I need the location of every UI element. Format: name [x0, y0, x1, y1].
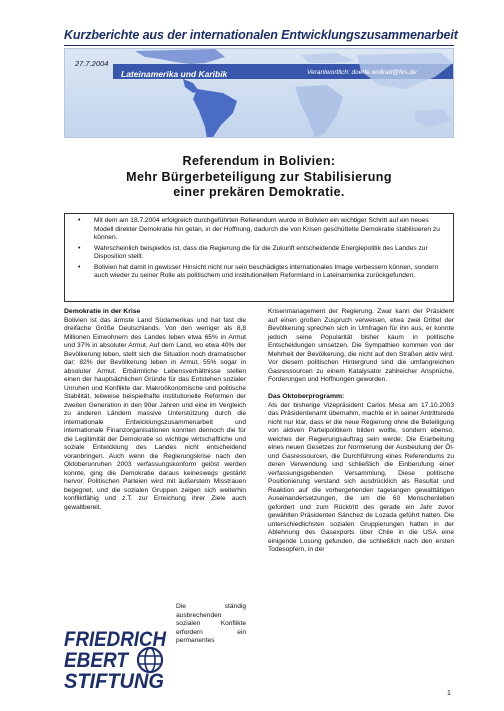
world-map-graphic: [65, 49, 454, 138]
africa-shape: [295, 85, 343, 137]
fes-logo: [64, 624, 168, 694]
section-heading-october-program: Das Oktoberprogramm:: [268, 393, 345, 400]
summary-box: [64, 213, 454, 302]
summary-list: [71, 217, 447, 281]
contact-line: Verantwortlich: doerte.wollrad@fes.de: [307, 69, 417, 76]
left-column: [64, 308, 246, 512]
summary-item: • Wahrscheinlich beispiellos ist, dass die Regierung die für die Zukunft entscheidende Energiepolitik des Landes zur Disposition stellt.: [78, 244, 428, 261]
left-column-text: Bolivien ist das ärmste Land Südamerikas und hat fast die dreifache Größe Deutschlands. Von den weniger als 8,8 Millionen Einwohnern des Landes leben etwa 65% in Armut und 37% in absoluter Armut. Auf dem Land, wo etwa 40% der Bevölkerung leben, stellt sich die Situation noch dramatischer dar: 82% der Bevölkerung leben in Armut, 55% sogar in absoluter Armut. Erbärmliche Lebensverhältnisse stellen einen der hauptsächlichen Gründe für das Entstehen sozialer Unruhen und Konflikte dar. Makroökonomische und politische Stabilität, teilweise beispielhafte institutionelle Reformen der zweiten Generation in den 90er Jahren und eine im Vergleich zu anderen Ländern massive Unterstützung durch die internationale Entwicklungszusammenarbeit und internationale Finanzorganisationen konnten dennoch die für die Legitimität der Demokratie so wichtige wirtschaftliche und soziale Entwicklung des Landes nicht entscheidend voranbringen. Auch wenn die Regierungskrise nach den Oktoberunruhen 2003 verfassungskonform gelöst werden konnte, ging die Demokratie daraus keineswegs gestärkt hervor. Politischen Parteien wird mit äußerstem Misstrauen begegnet, und die sozialen Gruppen zeigen sich weiterhin konfliktfähig und z.T. zur Erreichung ihrer Ziele auch gewaltbereit.: [64, 316, 246, 511]
region-label: Lateinamerika und Karibik: [121, 69, 228, 79]
title-line-1: Referendum in Bolivien:: [182, 154, 336, 168]
logo-line-2: EBERT: [64, 649, 130, 672]
title-line-3: einer prekären Demokratie.: [173, 185, 345, 199]
series-title: Kurzberichte aus der internationalen Entwicklungszusammenarbeit: [64, 28, 458, 42]
logo-line-1: FRIEDRICH: [64, 628, 167, 651]
report-date: 27.7.2004: [75, 59, 109, 68]
bullet-icon: •: [78, 244, 81, 252]
right-column-intro: Krisenmanagement der Regierung. Zwar kann der Präsident auf einen großen Zuspruch verweisen, etwa zwei Drittel der Bevölkerung sprechen sich in Umfragen für ihn aus, er konnte jedoch seine Popularität bisher kaum in politische Entscheidungen umsetzen. Die Sympathien kommen von der Mehrheit der Bevölkerung, die nicht auf den Straßen aktiv wird. Vor diesem politischen Hintergrund sind die umfangreichen Gasressourcen zu einem Katalysator zahlreicher Ansprüche, Forderungen und Hoffnungen geworden.: [268, 308, 454, 383]
summary-item: • Mit dem am 18.7.2004 erfolgreich durchgeführten Referendum wurde in Bolivien ein wichtiger Schritt auf ein neues Modell direkter Demokratie hin getan, in der Hoffnung, dadurch die von Krisen geschüttelte Demokratie stabilisieren zu können.: [78, 217, 440, 242]
title-line-2: Mehr Bürgerbeteiligung zur Stabilisierung: [126, 169, 392, 184]
europe-shape: [301, 53, 355, 63]
header-banner: [64, 48, 454, 138]
right-column: [268, 308, 454, 555]
left-column-continuation: Die ständig ausbrechenden sozialen Konflikte erfordern ein permanentes: [176, 603, 246, 644]
north-america-shape: [135, 49, 225, 64]
bullet-icon: •: [78, 263, 81, 271]
page-number: 1: [447, 690, 451, 697]
australia-shape: [415, 109, 451, 127]
section-heading-crisis: Demokratie in der Krise: [64, 308, 141, 315]
main-title: [64, 154, 454, 201]
logo-line-3: STIFTUNG: [64, 670, 164, 693]
title-rule: [64, 45, 454, 46]
south-america-shape: [193, 89, 237, 138]
summary-item: • Bolivien hat damit in gewisser Hinsicht nicht nur sein beschädigtes internationales Image verbessern können, sondern auch wieder zu seiner Rolle als politischem und institutionellem Reformland in Lateinamerika zurückgefunden.: [78, 263, 439, 280]
globe-icon: [138, 648, 162, 672]
bullet-icon: •: [78, 217, 81, 224]
right-column-text: Als der bisherige Vizepräsident Carlos Mesa am 17.10.2003 das Präsidentenamt übernahm, machte er in seiner Antrittsrede nicht nur klar, dass er die neue Regierung ohne die Beteiligung von aktiven Parteipolitikern bilden wollte, sondern ebenso, welches der Regierungsauftrag sein werde: Die Erarbeitung eines neuen Gesetzes zur Normierung der Ausbeutung der Öl- und Gasressourcen, die Durchführung eines Referendums zu deren Verwendung und schließlich die Einberufung einer verfassungsgebenden Versammlung. Diese politische Positionierung verstand sich ausdrücklich als Resultat und Reaktion auf die vorhergehenden tagelangen gewalttätigen Auseinandersetzungen, die um die 60 Menschenleben gefordert und zum Rücktritt des gerade ein Jahr zuvor gewählten Präsidenten Sánchez de Lozada geführt hatten. Die unterschiedlichsten sozialen Gruppierungen hatten in der Ablehnung des Gasexports über Chile in die USA eine einigende Losung gefunden, die schließlich nach den ersten Todesopfern, in der: [268, 401, 454, 553]
